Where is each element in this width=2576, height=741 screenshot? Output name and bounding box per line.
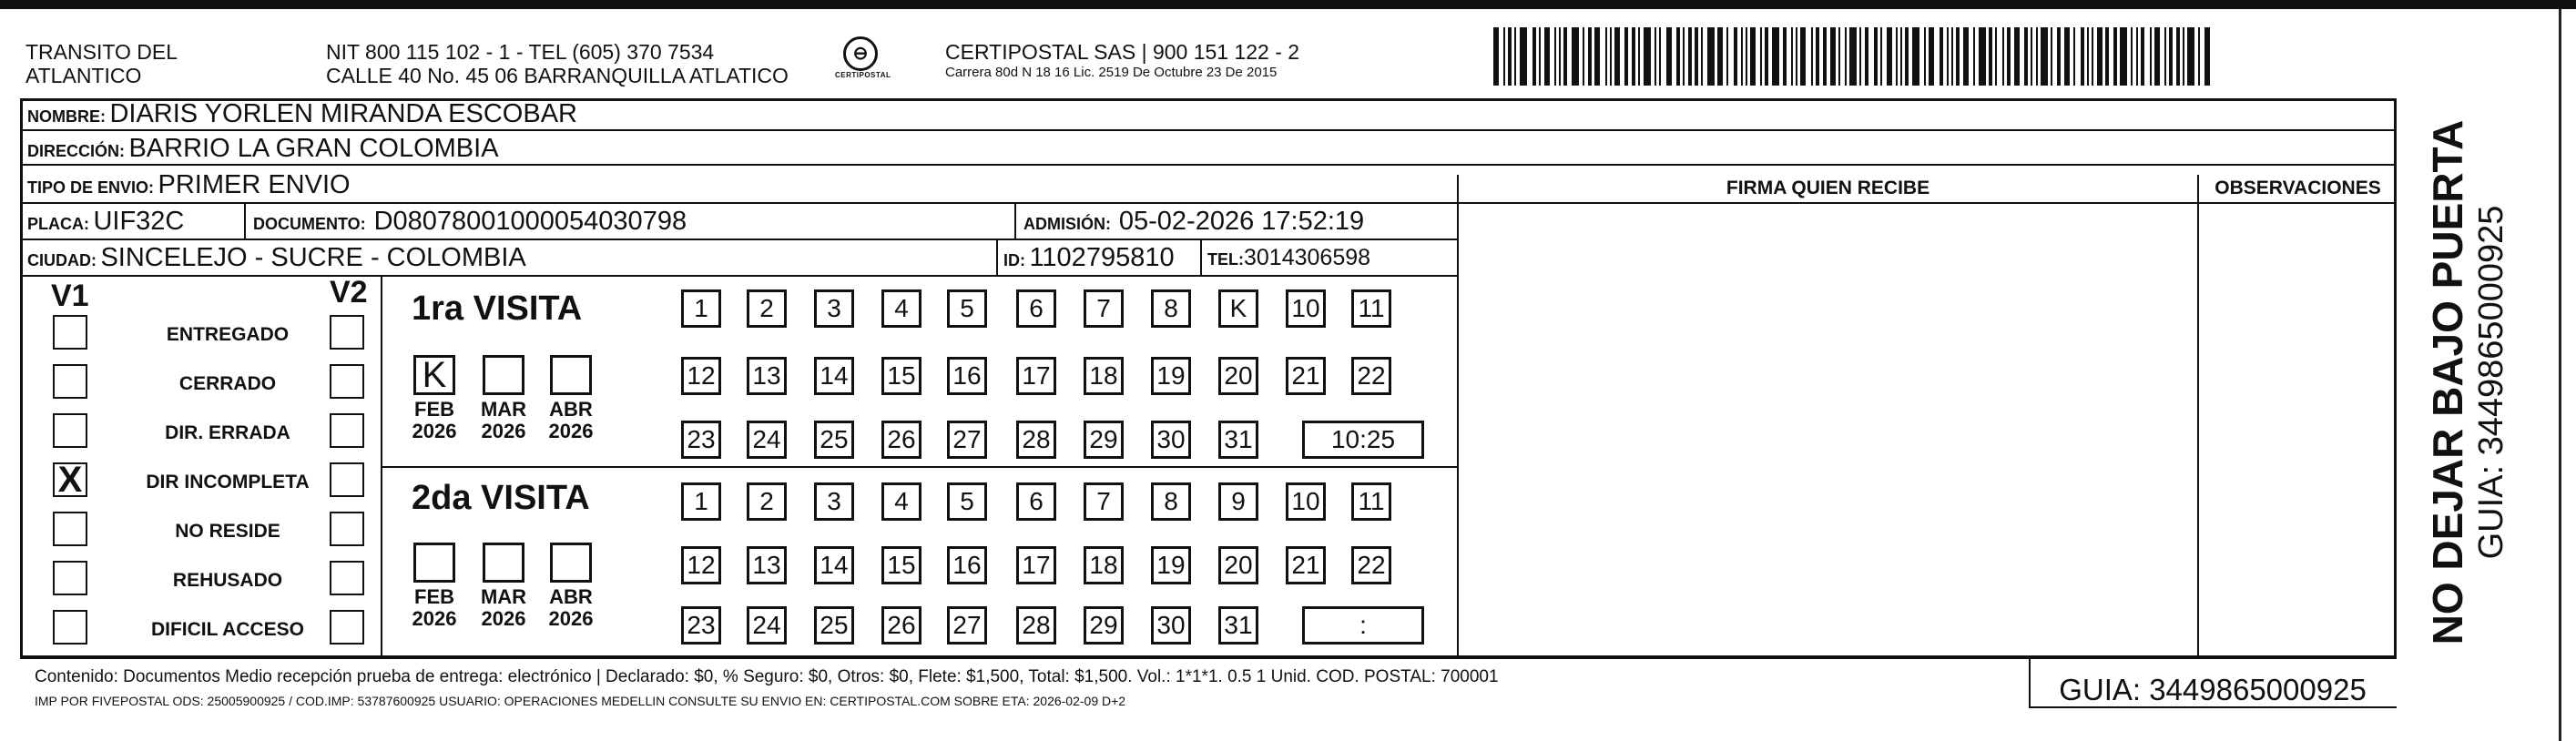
visit1-day-box: 10 (1286, 289, 1326, 328)
visit1-day-box: 16 (947, 357, 987, 395)
visit2-day-box: 6 (1016, 482, 1056, 521)
rule (381, 466, 1457, 468)
visit1-day-box: 12 (681, 357, 721, 395)
visit2-day-box: 28 (1016, 606, 1056, 645)
top-border (0, 0, 2576, 9)
visit1-year-label: 2026 (412, 420, 457, 442)
issuer-line-2: ATLANTICO (25, 64, 142, 87)
visit1-month-checkbox (483, 355, 524, 395)
visit2-time-box: : (1302, 606, 1424, 645)
documento-field (253, 206, 687, 241)
visit2-day-box: 25 (814, 606, 854, 645)
visit2-month-checkbox (550, 543, 592, 583)
firma-header: FIRMA QUIEN RECIBE (1726, 178, 1930, 198)
v1-checkbox (53, 364, 87, 399)
rule (1014, 202, 1016, 239)
visit2-month-label: ABR (549, 585, 593, 608)
visit1-day-box: 30 (1151, 421, 1191, 459)
documento-value: D08078001000054030798 (373, 207, 687, 236)
visit1-day-box: 28 (1016, 421, 1056, 459)
v1-checkbox (53, 315, 87, 350)
side-title: NO DEJAR BAJO PUERTA (2424, 119, 2471, 645)
status-label: DIR. ERRADA (165, 422, 290, 443)
visit1-day-box: 8 (1151, 289, 1191, 328)
v2-header: V2 (330, 275, 368, 310)
rule (381, 275, 382, 655)
visit1-day-box: 14 (814, 357, 854, 395)
status-label: CERRADO (178, 373, 277, 394)
visit2-month-label: MAR (480, 585, 527, 608)
visit2-day-box: 23 (681, 606, 721, 645)
visit2-day-box: 18 (1084, 546, 1124, 584)
visit2-day-box: 12 (681, 546, 721, 584)
rule (2197, 175, 2199, 655)
visit2-day-box: 10 (1286, 482, 1326, 521)
v1-checkbox (53, 610, 87, 645)
visit1-month-label: ABR (549, 398, 593, 421)
certipostal-logo: ⊖ CERTIPOSTAL (835, 36, 886, 79)
direccion-field (27, 133, 499, 168)
visit1-day-box: 15 (881, 357, 921, 395)
visit2-day-box: 8 (1151, 482, 1191, 521)
v2-checkbox (330, 610, 364, 645)
visit2-day-box: 30 (1151, 606, 1191, 645)
visit1-day-box: 31 (1218, 421, 1258, 459)
visit2-day-box: 15 (881, 546, 921, 584)
v2-checkbox (330, 364, 364, 399)
visit2-day-box: 24 (747, 606, 787, 645)
issuer-line-1: TRANSITO DEL (25, 40, 178, 64)
rule (996, 239, 998, 275)
v2-checkbox (330, 315, 364, 350)
license-line: Carrera 80d N 18 16 Lic. 2519 De Octubre 23 De 2015 (945, 65, 1278, 80)
visit2-day-box: 20 (1218, 546, 1258, 584)
visit1-year-label: 2026 (481, 420, 526, 442)
rule (244, 202, 246, 239)
visit1-day-box: 24 (747, 421, 787, 459)
visit1-day-box: 11 (1351, 289, 1391, 328)
contenido-text: Contenido: Documentos Medio recepción prueba de entrega: electrónico | Declarado: $0, % Seguro: $0, Otros: $0, Flete: $1,500, Total: $1,500. Vol.: 1*1*1. 0.5 1 Unid. COD. POSTAL: 700001 (35, 667, 1499, 686)
visit2-day-box: 17 (1016, 546, 1056, 584)
v1-checkbox (53, 561, 87, 595)
direccion-value: BARRIO LA GRAN COLOMBIA (128, 134, 499, 163)
admision-field (1023, 206, 1364, 241)
visit1-day-box: 2 (747, 289, 787, 328)
tipo-envio-value: PRIMER ENVIO (158, 170, 351, 199)
visit2-day-box: 27 (947, 606, 987, 645)
visit1-day-box: 25 (814, 421, 854, 459)
visit2-day-box: 13 (747, 546, 787, 584)
visit1-day-box: 23 (681, 421, 721, 459)
visit2-month-checkbox (413, 543, 455, 583)
tipo-envio-label: TIPO DE ENVIO: (27, 178, 155, 197)
visit2-day-box: 2 (747, 482, 787, 521)
visit1-day-box: 5 (947, 289, 987, 328)
visit1-day-box: 20 (1218, 357, 1258, 395)
carrier-info (945, 40, 1299, 82)
visit2-day-box: 9 (1218, 482, 1258, 521)
visit2-day-box: 4 (881, 482, 921, 521)
visit2-day-box: 14 (814, 546, 854, 584)
v1-checkbox: X (53, 462, 87, 497)
v2-checkbox (330, 561, 364, 595)
nombre-value: DIARIS YORLEN MIRANDA ESCOBAR (109, 99, 577, 128)
visit2-day-box: 1 (681, 482, 721, 521)
visit2-year-label: 2026 (548, 607, 594, 630)
address-line: CALLE 40 No. 45 06 BARRANQUILLA ATLATICO (326, 64, 789, 87)
visit1-day-box: 6 (1016, 289, 1056, 328)
visit2-day-box: 3 (814, 482, 854, 521)
visit1-day-box: 13 (747, 357, 787, 395)
visit1-day-box: 18 (1084, 357, 1124, 395)
issuer-contact (326, 40, 789, 87)
id-label: ID: (1003, 251, 1025, 269)
tel-label: TEL: (1207, 250, 1244, 269)
visit2-day-box: 19 (1151, 546, 1191, 584)
status-label: REHUSADO (172, 570, 283, 591)
rule (20, 202, 2397, 204)
visit1-year-label: 2026 (548, 420, 594, 442)
logo-text: CERTIPOSTAL (835, 71, 891, 79)
observaciones-header: OBSERVACIONES (2215, 178, 2381, 198)
rule (1200, 239, 1202, 275)
ciudad-field (27, 242, 526, 278)
visit2-year-label: 2026 (412, 607, 457, 630)
visit2-day-box: 11 (1351, 482, 1391, 521)
footer-guia: GUIA: 3449865000925 (2059, 673, 2367, 706)
admision-label: ADMISIÓN: (1023, 215, 1111, 233)
visit2-day-box: 7 (1084, 482, 1124, 521)
direccion-label: DIRECCIÓN: (27, 142, 125, 160)
status-label: ENTREGADO (166, 324, 290, 345)
placa-field (27, 206, 184, 241)
visit1-month-checkbox (550, 355, 592, 395)
v2-checkbox (330, 512, 364, 546)
v2-checkbox (330, 413, 364, 448)
side-guia: GUIA: 3449865000925 (2472, 205, 2510, 560)
visit1-day-box: 27 (947, 421, 987, 459)
id-field (1003, 242, 1175, 278)
visit1-day-box: 22 (1351, 357, 1391, 395)
admision-value: 05-02-2026 17:52:19 (1118, 207, 1365, 236)
visit1-title: 1ra VISITA (412, 289, 583, 328)
visit1-day-box: 21 (1286, 357, 1326, 395)
rule (20, 655, 2397, 657)
tipo-envio-field (27, 169, 351, 205)
ciudad-value: SINCELEJO - SUCRE - COLOMBIA (100, 243, 526, 272)
v2-checkbox (330, 462, 364, 497)
v1-header: V1 (51, 279, 89, 313)
visit1-day-box: 3 (814, 289, 854, 328)
visit2-title: 2da VISITA (412, 479, 590, 517)
visit2-day-box: 26 (881, 606, 921, 645)
visit2-day-box: 22 (1351, 546, 1391, 584)
nombre-field (27, 98, 577, 134)
visit2-year-label: 2026 (481, 607, 526, 630)
status-label: DIFICIL ACCESO (150, 619, 304, 640)
nit-line: NIT 800 115 102 - 1 - TEL (605) 370 7534 (326, 40, 715, 64)
id-value: 1102795810 (1029, 243, 1175, 272)
right-edge (2559, 9, 2561, 741)
visit2-day-box: 31 (1218, 606, 1258, 645)
tel-value: 3014306598 (1244, 245, 1371, 270)
ciudad-label: CIUDAD: (27, 251, 97, 269)
visit2-month-label: FEB (414, 585, 454, 608)
barcode-icon (1493, 27, 2222, 86)
placa-value: UIF32C (93, 207, 185, 236)
placa-label: PLACA: (27, 215, 89, 233)
visit1-day-box: 1 (681, 289, 721, 328)
visit1-day-box: 29 (1084, 421, 1124, 459)
visit1-time-box: 10:25 (1302, 421, 1424, 459)
issuer-name (25, 40, 178, 87)
visit2-day-box: 16 (947, 546, 987, 584)
visit2-day-box: 21 (1286, 546, 1326, 584)
carrier-line: CERTIPOSTAL SAS | 900 151 122 - 2 (945, 40, 1300, 64)
visit1-day-box: 19 (1151, 357, 1191, 395)
visit1-day-box: K (1218, 289, 1258, 328)
nombre-label: NOMBRE: (27, 107, 106, 126)
visit1-month-label: MAR (480, 398, 527, 421)
tel-field (1207, 242, 1370, 277)
visit1-month-checkbox: K (413, 355, 455, 395)
visit2-day-box: 5 (947, 482, 987, 521)
status-label: DIR INCOMPLETA (146, 472, 310, 492)
visit1-day-box: 4 (881, 289, 921, 328)
imp-line: IMP POR FIVEPOSTAL ODS: 25005900925 / COD.IMP: 53787600925 USUARIO: OPERACIONES MEDELLIN CONSULTE SU ENVIO EN: CERTIPOSTAL.COM SOBRE ETA: 2026-02-09 D+2 (35, 694, 1126, 708)
rule (1457, 175, 1459, 655)
side-label (2424, 120, 2511, 645)
visit1-month-label: FEB (414, 398, 454, 421)
documento-label: DOCUMENTO: (253, 215, 366, 233)
v1-checkbox (53, 512, 87, 546)
visit1-day-box: 7 (1084, 289, 1124, 328)
visit2-month-checkbox (483, 543, 524, 583)
visit1-day-box: 26 (881, 421, 921, 459)
visit1-day-box: 17 (1016, 357, 1056, 395)
visit2-day-box: 29 (1084, 606, 1124, 645)
status-label: NO RESIDE (175, 521, 280, 542)
v1-checkbox (53, 413, 87, 448)
